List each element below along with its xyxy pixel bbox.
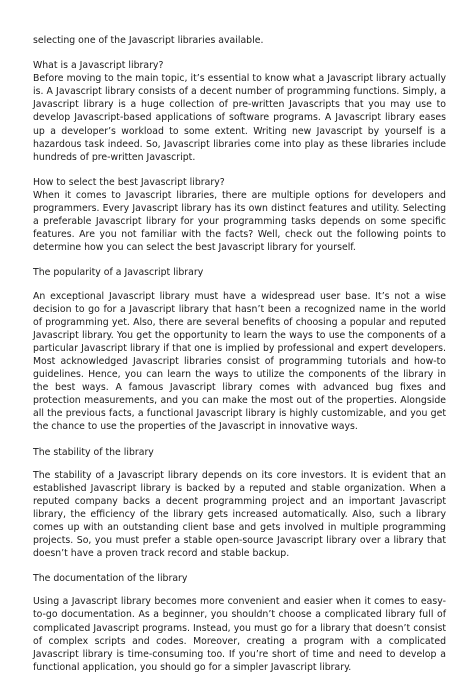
section-documentation bbox=[33, 572, 446, 674]
section-heading: The popularity of a Javascript library bbox=[33, 267, 204, 279]
section-stability bbox=[33, 446, 446, 561]
intro-line: selecting one of the Javascript libraries available. bbox=[33, 35, 264, 46]
section-heading: How to select the best Javascript library? bbox=[33, 176, 225, 188]
section-body: Using a Javascript library becomes more convenient and easier when it comes to easy-to-go documentation. As a beginner, you shouldn’t choose a complicated library full of complicated Javascript programs. Instead, you must go for a library that doesn’t consist of complex scripts and codes. Moreover, creating a program with a complicated Javascript library is time-consuming too. If you’re short of time and need to develop a functional application, you should go for a simpler Javascript library. bbox=[33, 596, 446, 673]
section-how-to-select bbox=[33, 176, 446, 255]
section-what-is-library bbox=[33, 59, 446, 164]
section-body: Before moving to the main topic, it’s essential to know what a Javascript library actually is. A Javascript library consists of a decent number of programming functions. Simply, a Javascript library is a huge collection of pre-written Javascripts that you may use to develop Javascript-based applications of software programs. A Javascript library eases up a developer’s workload to some extent. Writing new Javascript by yourself is a hazardous task indeed. So, Javascript libraries come into play as these libraries include hundreds of pre-written Javascript. bbox=[33, 73, 446, 163]
section-body: When it comes to Javascript libraries, there are multiple options for developers and programmers. Every Javascript library has its own distinct features and utility. Selecting a preferable Javascript library for your programming tasks depends on some specific features. Are you not familiar with the facts? Well, check out the following points to determine how you can select the best Javascript library for yourself. bbox=[33, 189, 446, 254]
section-body: The stability of a Javascript library depends on its core investors. It is evident that an established Javascript library is backed by a reputed and stable organization. When a reputed company backs a decent programming project and an important Javascript library, the efficiency of the library gets increased automatically. Also, such a library comes up with an outstanding client base and gets involved in multiple programming projects. So, you must prefer a stable open-source Javascript library over a library that doesn’t have a proven track record and stable backup. bbox=[33, 469, 446, 560]
section-heading: The documentation of the library bbox=[33, 573, 188, 585]
section-heading: The stability of the library bbox=[33, 446, 154, 458]
section-heading: What is a Javascript library? bbox=[33, 60, 164, 72]
section-body: An exceptional Javascript library must have a widespread user base. It’s not a wise decision to go for a Javascript library that hasn’t been a recognized name in the world of programming yet. Also, there are several benefits of choosing a popular and reputed Javascript library. You get the opportunity to learn the ways to use the components of a particular Javascript library if that one is implied by professional and expert developers. Most acknowledged Javascript libraries consist of programming tutorials and how-to guidelines. Hence, you can learn the ways to utilize the components of the library in the best ways. A famous Javascript library comes with advanced bug fixes and protection measurements, and you can make the most out of the properties. Alongside all the previous facts, a functional Javascript library is highly customizable, and you get the chance to use the properties of the Javascript in innovative ways. bbox=[33, 290, 446, 433]
section-popularity bbox=[33, 266, 446, 433]
